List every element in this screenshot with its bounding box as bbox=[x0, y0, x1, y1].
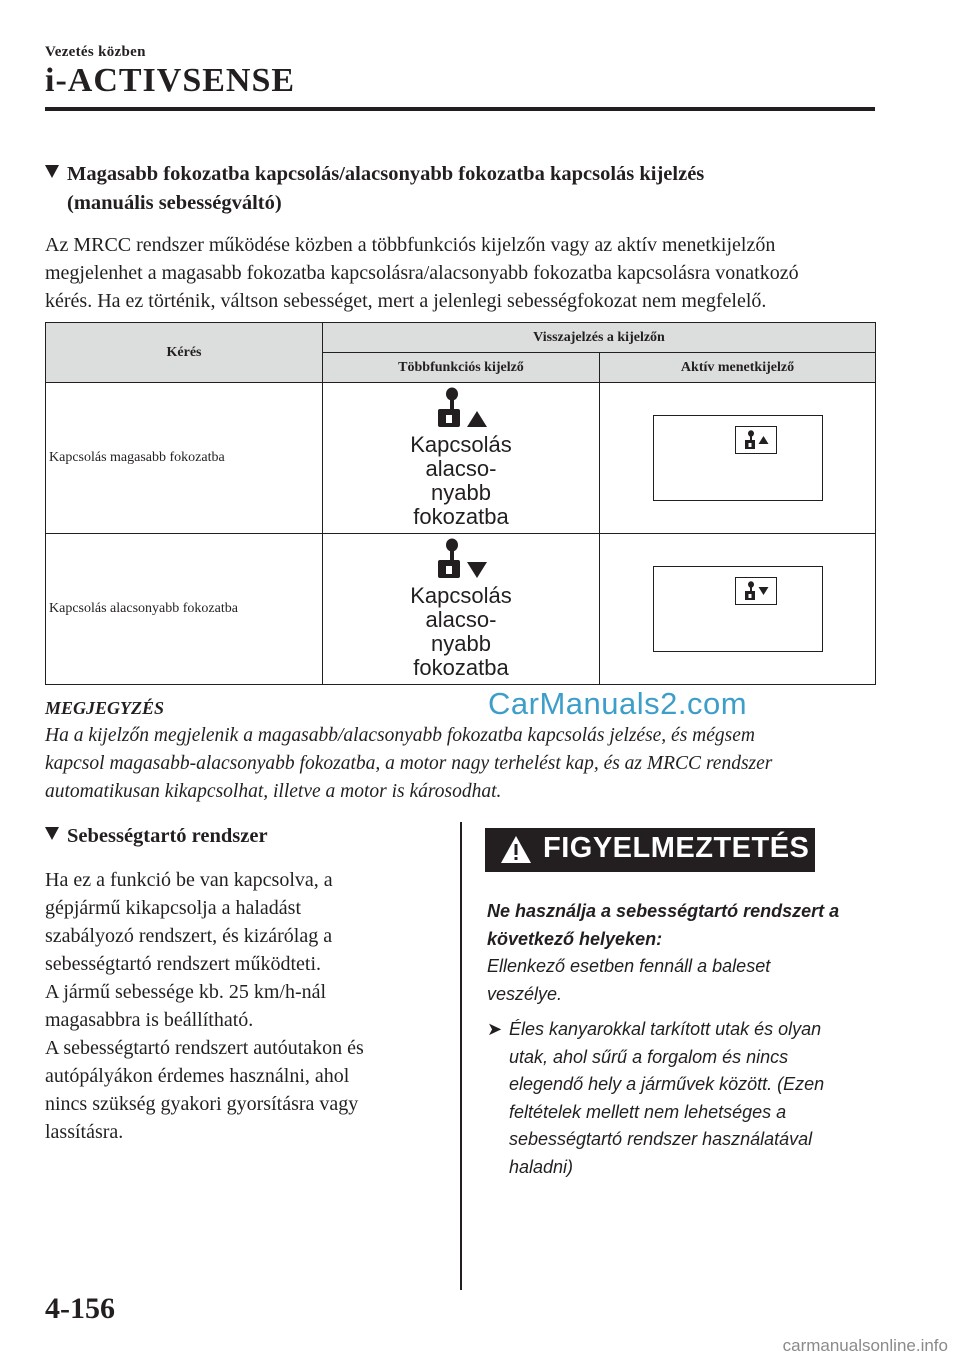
body-line: szabályozó rendszert, és kizárólag a bbox=[45, 925, 333, 947]
shift-section-body bbox=[45, 231, 895, 315]
active-shift-indicator bbox=[735, 426, 777, 454]
watermark-link[interactable]: CarManuals2.com bbox=[488, 686, 748, 721]
arrow-up-icon bbox=[758, 435, 769, 445]
body-line: nincs szükség gyakori gyorsításra vagy bbox=[45, 1093, 359, 1115]
note-line: Ha a kijelzőn megjelenik a magasabb/alacsonyabb fokozatba kapcsolás jelzése, és mégsem bbox=[45, 725, 755, 746]
bullet-line: haladni) bbox=[509, 1156, 574, 1177]
col-multi-header: Többfunkciós kijelző bbox=[323, 353, 600, 383]
display-line: Kapcsolás bbox=[410, 432, 512, 457]
warning-triangle-icon bbox=[499, 834, 533, 866]
warning-bold-line: Ne használja a sebességtartó rendszert a bbox=[487, 901, 840, 921]
bullet-line: utak, ahol sűrű a forgalom és nincs bbox=[509, 1046, 789, 1067]
table-row bbox=[46, 383, 876, 534]
bullet-line: feltételek mellett nem lehetséges a bbox=[509, 1101, 787, 1122]
row-label: Kapcsolás alacsonyabb fokozatba bbox=[46, 534, 323, 685]
gear-shift-lever-icon bbox=[434, 538, 464, 580]
body-line: Ha ez a funkció be van kapcsolva, a bbox=[45, 869, 333, 891]
gear-shift-lever-icon bbox=[743, 581, 757, 601]
gear-shift-lever-icon bbox=[743, 430, 757, 450]
bullet-line: Éles kanyarokkal tarkított utak és olyan bbox=[509, 1019, 822, 1039]
running-header-title: i-ACTIVSENSE bbox=[45, 62, 296, 99]
arrow-up-icon bbox=[466, 409, 488, 429]
display-line: nyabb bbox=[431, 480, 491, 505]
row-label: Kapcsolás magasabb fokozatba bbox=[46, 383, 323, 534]
display-line: alacso- bbox=[425, 607, 497, 632]
body-line: sebességtartó rendszert működteti. bbox=[45, 953, 322, 975]
speed-section-body bbox=[45, 866, 445, 1146]
warning-banner bbox=[485, 828, 815, 872]
shift-section-heading bbox=[45, 160, 704, 188]
note-heading: MEGJEGYZÉS bbox=[45, 698, 165, 718]
gear-shift-lever-icon bbox=[434, 387, 464, 429]
body-line: magasabbra is beállítható. bbox=[45, 1009, 254, 1031]
shift-indicator bbox=[323, 387, 599, 429]
col-feedback-header: Visszajelzés a kijelzőn bbox=[323, 323, 876, 353]
heading-line: Sebességtartó rendszer bbox=[67, 825, 268, 847]
display-text bbox=[323, 584, 599, 680]
display-line: alacso- bbox=[425, 456, 497, 481]
display-line: Kapcsolás bbox=[410, 583, 512, 608]
shift-request-table bbox=[45, 322, 876, 685]
shift-section-heading-cont: (manuális sebességváltó) bbox=[67, 192, 282, 214]
body-line: megjelenhet a magasabb fokozatba kapcsolásra/alacsonyabb fokozatba kapcsolásra vonatkozó bbox=[45, 262, 799, 284]
note-body bbox=[45, 722, 885, 806]
page-number: 4-156 bbox=[45, 1292, 115, 1325]
heading-line: Magasabb fokozatba kapcsolás/alacsonyabb fokozatba kapcsolás kijelzés bbox=[67, 163, 705, 185]
body-line: lassításra. bbox=[45, 1121, 124, 1143]
body-line: A jármű sebessége kb. 25 km/h-nál bbox=[45, 981, 327, 1003]
active-display-frame bbox=[653, 415, 823, 501]
arrow-down-icon bbox=[466, 560, 488, 580]
body-line: autópályákon érdemes használni, ahol bbox=[45, 1065, 350, 1087]
active-display-cell bbox=[600, 383, 876, 534]
multi-display-cell bbox=[323, 534, 600, 685]
display-line: fokozatba bbox=[413, 655, 509, 680]
arrow-down-icon bbox=[758, 586, 769, 596]
warning-italic-line: Ellenkező esetben fennáll a baleset bbox=[487, 956, 771, 976]
display-line: nyabb bbox=[431, 631, 491, 656]
arrow-bullet-icon: ➤ bbox=[487, 1019, 503, 1039]
note-line: automatikusan kikapcsolhat, illetve a motor is károsodhat. bbox=[45, 781, 502, 802]
footer-watermark-link[interactable]: carmanualsonline.info bbox=[782, 1336, 948, 1355]
table-row bbox=[46, 534, 876, 685]
body-line: gépjármű kikapcsolja a haladást bbox=[45, 897, 302, 919]
speed-section-heading bbox=[45, 822, 268, 850]
active-shift-indicator bbox=[735, 577, 777, 605]
triangle-bullet-icon bbox=[45, 827, 59, 840]
display-text bbox=[323, 433, 599, 529]
warning-bullet bbox=[487, 1016, 877, 1181]
triangle-bullet-icon bbox=[45, 165, 59, 178]
bullet-line: elegendő hely a járművek között. (Ezen bbox=[509, 1074, 825, 1094]
note-line: kapcsol magasabb-alacsonyabb fokozatba, a motor nagy terhelést kap, és az MRCC rendszer bbox=[45, 753, 773, 774]
running-header-section: Vezetés közben bbox=[45, 44, 146, 60]
multi-display-cell bbox=[323, 383, 600, 534]
warning-bold-line: következő helyeken: bbox=[487, 928, 663, 949]
col-active-header: Aktív menetkijelző bbox=[600, 353, 876, 383]
warning-label: FIGYELMEZTETÉS bbox=[543, 832, 810, 864]
warning-body bbox=[487, 898, 877, 1181]
col-request-header: Kérés bbox=[46, 323, 323, 383]
active-display-cell bbox=[600, 534, 876, 685]
shift-indicator bbox=[323, 538, 599, 580]
bullet-line: sebességtartó rendszer használatával bbox=[509, 1129, 813, 1149]
active-display-frame bbox=[653, 566, 823, 652]
warning-italic-line: veszélye. bbox=[487, 983, 563, 1004]
column-divider bbox=[460, 822, 462, 1290]
body-line: kérés. Ha ez történik, váltson sebességet, mert a jelenlegi sebességfokozat nem megfelelő. bbox=[45, 290, 767, 312]
body-line: A sebességtartó rendszert autóutakon és bbox=[45, 1037, 364, 1059]
display-line: fokozatba bbox=[413, 504, 509, 529]
body-line: Az MRCC rendszer működése közben a többfunkciós kijelzőn vagy az aktív menetkijelzőn bbox=[45, 234, 776, 256]
header-rule bbox=[45, 107, 875, 111]
